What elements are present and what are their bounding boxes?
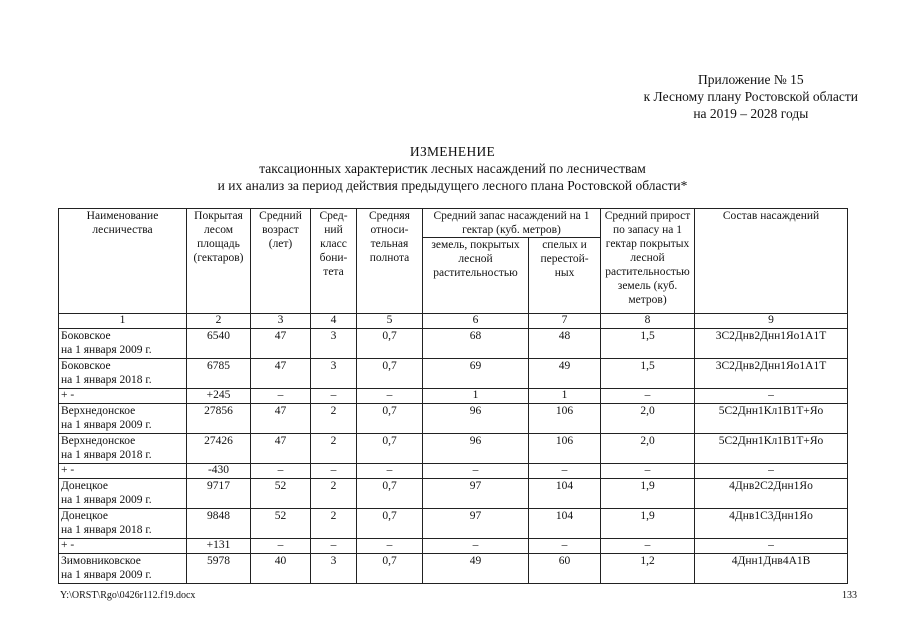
table-cell: 1,2 (601, 554, 695, 584)
title-heading: ИЗМЕНЕНИЕ (409, 144, 496, 159)
table-cell: – (601, 464, 695, 479)
table-cell: 6785 (187, 359, 251, 389)
forestry-name: Зимовниковское (61, 555, 141, 567)
header-stock-group: Средний запас насаждений на 1 гектар (куб. метров) (423, 209, 601, 238)
column-number: 2 (187, 314, 251, 329)
table-cell: 49 (423, 554, 529, 584)
header-density: Средняя относи-тельная полнота (357, 209, 423, 314)
table-cell: +131 (187, 539, 251, 554)
table-cell: – (251, 389, 311, 404)
table-row (59, 434, 848, 464)
forestry-name: + - (61, 464, 75, 476)
table-row (59, 479, 848, 509)
footer-page-number: 133 (842, 590, 857, 601)
table-cell: 0,7 (357, 554, 423, 584)
record-date: на 1 января 2018 г. (61, 449, 152, 461)
forestry-name-cell (59, 509, 187, 539)
table-cell: – (311, 389, 357, 404)
annex-line-2: к Лесному плану Ростовской области (643, 89, 858, 104)
table-cell: – (529, 539, 601, 554)
table-cell: – (357, 389, 423, 404)
table-cell: 69 (423, 359, 529, 389)
table-cell: – (251, 464, 311, 479)
table-cell: 2,0 (601, 404, 695, 434)
table-cell: 6540 (187, 329, 251, 359)
table-row (59, 554, 848, 584)
table-cell: 96 (423, 434, 529, 464)
table-cell: 2,0 (601, 434, 695, 464)
table-cell: – (601, 539, 695, 554)
forestry-name: Верхнедонское (61, 405, 136, 417)
table-cell: 5С2Днн1Кл1В1Т+Яо (695, 404, 848, 434)
table-cell: 2 (311, 404, 357, 434)
table-row (59, 404, 848, 434)
forestry-name: Боковское (61, 330, 111, 342)
forestry-name: Донецкое (61, 510, 109, 522)
forestry-table (58, 208, 848, 584)
header-age: Средний возраст (лет) (251, 209, 311, 314)
table-row (59, 359, 848, 389)
column-number: 6 (423, 314, 529, 329)
table-cell: 1,9 (601, 509, 695, 539)
header-name: Наименование лесничества (59, 209, 187, 314)
table-cell: 40 (251, 554, 311, 584)
table-row (59, 509, 848, 539)
table-cell: 3 (311, 554, 357, 584)
column-number: 5 (357, 314, 423, 329)
table-diff-row (59, 539, 848, 554)
table-cell: 60 (529, 554, 601, 584)
table-cell: 68 (423, 329, 529, 359)
table-cell: 0,7 (357, 509, 423, 539)
header-composition: Состав насаждений (695, 209, 848, 314)
table-cell: 2 (311, 479, 357, 509)
table-cell: 4Днв1С3Днн1Яо (695, 509, 848, 539)
table-cell: – (529, 464, 601, 479)
table-cell: – (357, 464, 423, 479)
table-cell: – (695, 389, 848, 404)
column-number: 1 (59, 314, 187, 329)
table-cell: – (311, 464, 357, 479)
table-cell: 27426 (187, 434, 251, 464)
record-date: на 1 января 2009 г. (61, 569, 152, 581)
table-cell: 52 (251, 509, 311, 539)
table-diff-row (59, 464, 848, 479)
table-cell: 49 (529, 359, 601, 389)
column-numbers-row (59, 314, 848, 329)
forestry-name: + - (61, 539, 75, 551)
table-cell: – (311, 539, 357, 554)
table-cell: 47 (251, 359, 311, 389)
table-row (59, 329, 848, 359)
header-bonitet: Сред-ний класс бони-тета (311, 209, 357, 314)
forestry-name-cell (59, 359, 187, 389)
table-cell: – (423, 539, 529, 554)
header-increment: Средний прирост по запасу на 1 гектар покрытых лесной растительностью земель (куб. метров) (601, 209, 695, 314)
annex-line-3: на 2019 – 2028 годы (693, 106, 809, 121)
table-cell: 0,7 (357, 359, 423, 389)
table-cell: 106 (529, 404, 601, 434)
table-cell: 97 (423, 479, 529, 509)
table-cell: 4Днв2С2Днн1Яо (695, 479, 848, 509)
table-cell: – (251, 539, 311, 554)
table-cell: -430 (187, 464, 251, 479)
table-cell: 52 (251, 479, 311, 509)
column-number: 9 (695, 314, 848, 329)
table-cell: 47 (251, 434, 311, 464)
column-number: 7 (529, 314, 601, 329)
forestry-name-cell (59, 464, 187, 479)
header-area: Покрытая лесом площадь (гектаров) (187, 209, 251, 314)
table-cell: – (423, 464, 529, 479)
table-cell: 1,5 (601, 359, 695, 389)
forestry-name-cell (59, 434, 187, 464)
table-cell: 0,7 (357, 434, 423, 464)
table-cell: 104 (529, 509, 601, 539)
table-cell: 5978 (187, 554, 251, 584)
table-cell: 1 (529, 389, 601, 404)
record-date: на 1 января 2009 г. (61, 419, 152, 431)
title-line-3: и их анализ за период действия предыдущего лесного плана Ростовской области* (217, 178, 688, 193)
table-cell: 9717 (187, 479, 251, 509)
table-cell: 48 (529, 329, 601, 359)
table-cell: 2 (311, 509, 357, 539)
record-date: на 1 января 2009 г. (61, 494, 152, 506)
forestry-name: Верхнедонское (61, 435, 136, 447)
table-cell: – (695, 464, 848, 479)
annex-header (644, 71, 858, 122)
table-cell: – (357, 539, 423, 554)
forestry-name-cell (59, 329, 187, 359)
table-cell: 3С2Днв2Днн1Яо1А1Т (695, 329, 848, 359)
table-cell: 2 (311, 434, 357, 464)
table-cell: 97 (423, 509, 529, 539)
header-stock-covered: земель, покрытых лесной растительностью (423, 238, 529, 314)
document-title (0, 143, 905, 194)
table-cell: 3 (311, 329, 357, 359)
table-cell: 4Днн1Днв4А1В (695, 554, 848, 584)
table-cell: 27856 (187, 404, 251, 434)
footer-file-path: Y:\ORST\Rgo\0426r112.f19.docx (60, 590, 196, 601)
table-cell: 1,5 (601, 329, 695, 359)
record-date: на 1 января 2018 г. (61, 524, 152, 536)
table-cell: 1 (423, 389, 529, 404)
table-cell: 47 (251, 404, 311, 434)
table-cell: 0,7 (357, 479, 423, 509)
column-number: 4 (311, 314, 357, 329)
forestry-name-cell (59, 389, 187, 404)
forestry-name: + - (61, 389, 75, 401)
table-cell: 0,7 (357, 404, 423, 434)
record-date: на 1 января 2018 г. (61, 374, 152, 386)
forestry-name-cell (59, 539, 187, 554)
table-cell: 5С2Днн1Кл1В1Т+Яо (695, 434, 848, 464)
table-cell: 9848 (187, 509, 251, 539)
table-cell: 0,7 (357, 329, 423, 359)
forestry-name-cell (59, 404, 187, 434)
table-cell: 106 (529, 434, 601, 464)
table-cell: +245 (187, 389, 251, 404)
column-number: 8 (601, 314, 695, 329)
table-cell: 96 (423, 404, 529, 434)
table-cell: 47 (251, 329, 311, 359)
record-date: на 1 января 2009 г. (61, 344, 152, 356)
table-cell: 3 (311, 359, 357, 389)
forestry-name-cell (59, 554, 187, 584)
table-cell: – (695, 539, 848, 554)
table-cell: 1,9 (601, 479, 695, 509)
forestry-name-cell (59, 479, 187, 509)
header-stock-mature: спелых и перестой-ных (529, 238, 601, 314)
title-line-2: таксационных характеристик лесных насаждений по лесничествам (259, 161, 646, 176)
column-number: 3 (251, 314, 311, 329)
annex-line-1: Приложение № 15 (698, 72, 804, 87)
forestry-name: Боковское (61, 360, 111, 372)
table-diff-row (59, 389, 848, 404)
forestry-name: Донецкое (61, 480, 109, 492)
table-cell: 3С2Днв2Днн1Яо1А1Т (695, 359, 848, 389)
table-cell: – (601, 389, 695, 404)
table-cell: 104 (529, 479, 601, 509)
